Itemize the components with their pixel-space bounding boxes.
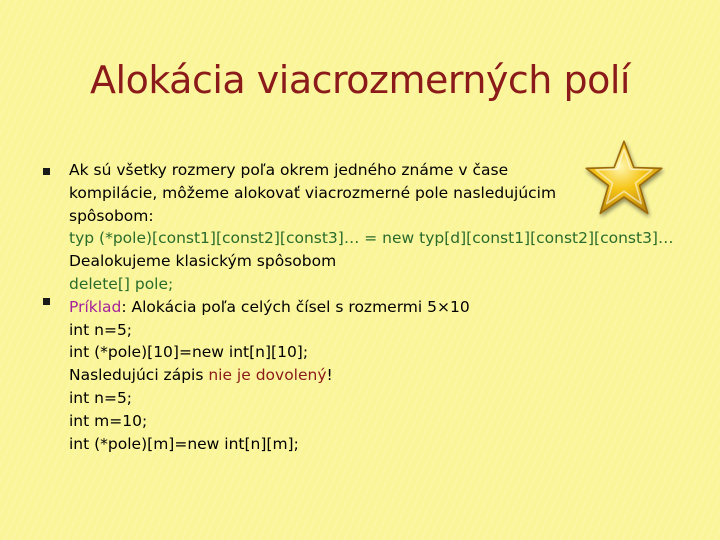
code-line: int m=10; — [69, 411, 148, 430]
code-line: int n=5; — [69, 388, 133, 407]
code-line: typ (*pole)[const1][const2][const3]… = new typ[d][const1][const2][const3]… — [69, 229, 674, 248]
bullet-line: spôsobom: — [69, 206, 154, 225]
note-before: Nasledujúci zápis — [69, 366, 209, 385]
bullet-marker — [43, 298, 50, 305]
note-after: ! — [326, 366, 333, 385]
bullet-line: Ak sú všetky rozmery poľa okrem jedného známe v čase — [69, 161, 509, 179]
slide-body — [69, 159, 709, 455]
bullet-line: Dealokujeme klasickým spôsobom — [69, 252, 337, 271]
code-line: int (*pole)[m]=new int[n][m]; — [69, 434, 299, 453]
note-highlight: nie je dovolený — [208, 366, 327, 385]
example-heading — [69, 296, 709, 319]
example-text: : Alokácia poľa celých čísel s rozmermi 5×10 — [121, 297, 470, 316]
code-line: int n=5; — [69, 320, 133, 339]
note-line — [69, 364, 709, 387]
bullet-marker — [43, 168, 50, 175]
bullet-line: kompilácie, môžeme alokovať viacrozmerné pole nasledujúcim — [69, 183, 557, 202]
code-line: int (*pole)[10]=new int[n][10]; — [69, 343, 309, 362]
slide-title: Alokácia viacrozmerných polí — [90, 58, 630, 102]
code-line: delete[] pole; — [69, 274, 174, 293]
example-label: Príklad — [69, 297, 122, 316]
